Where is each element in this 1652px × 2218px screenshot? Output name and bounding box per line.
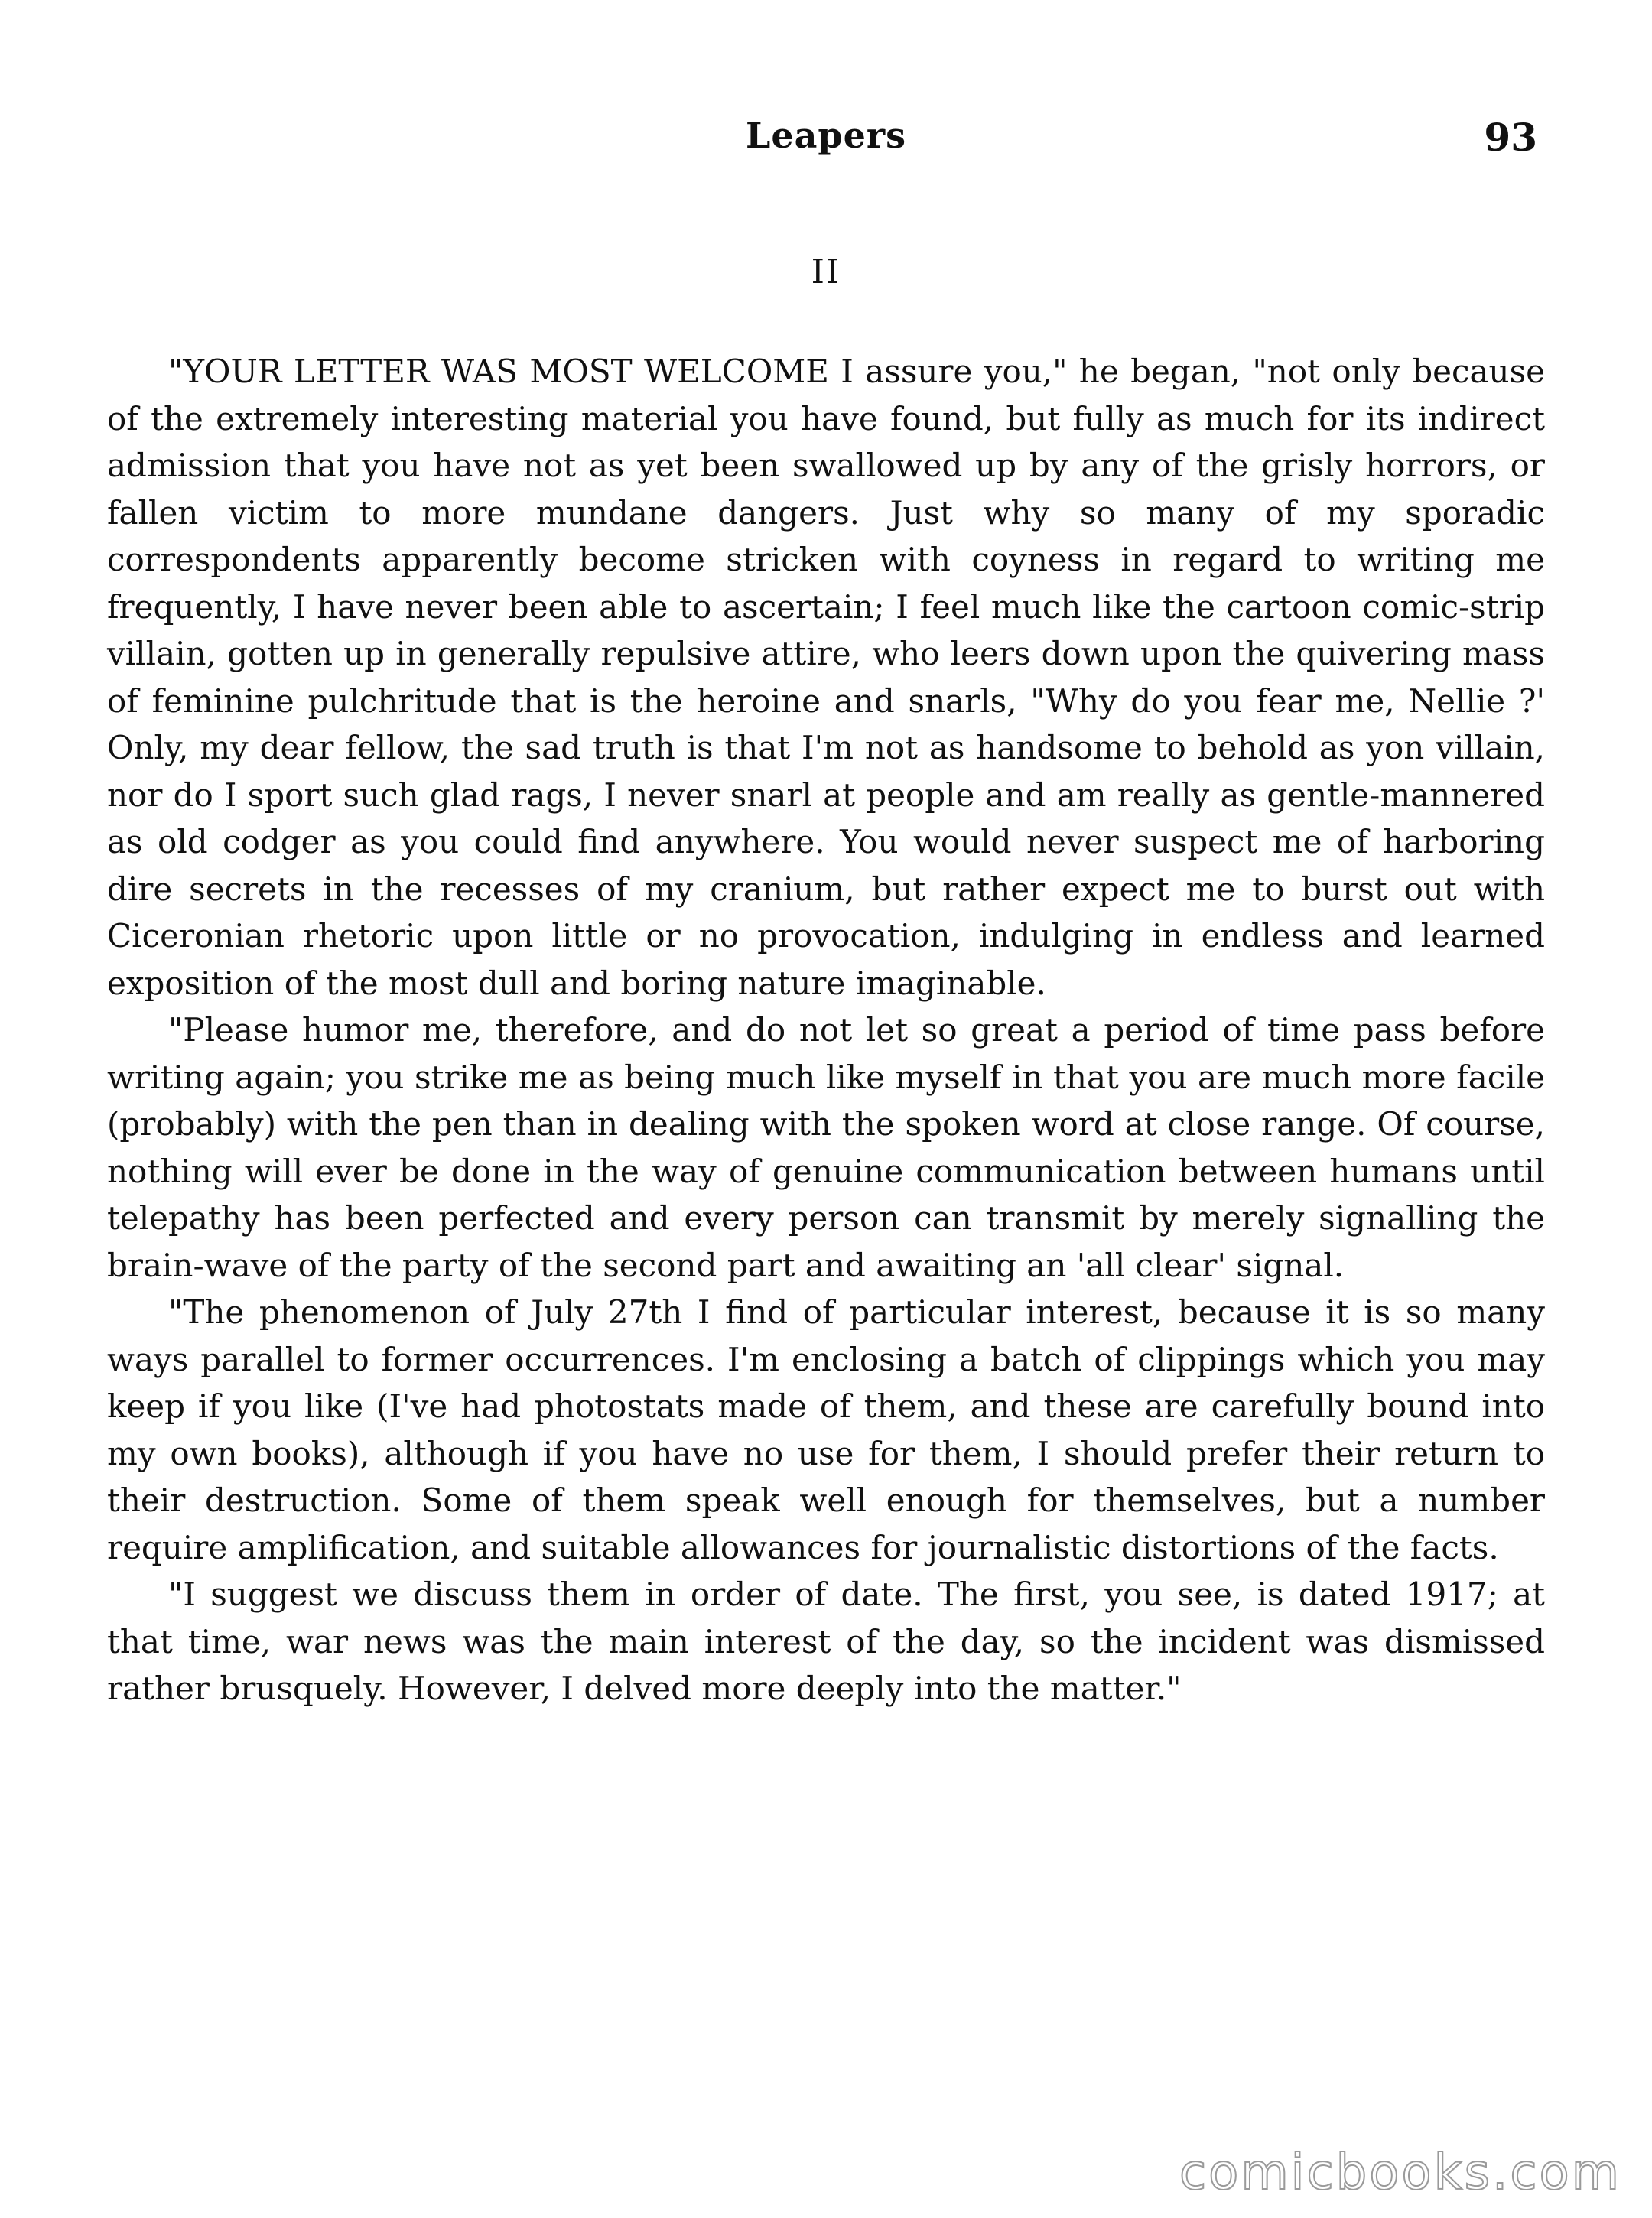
paragraph: "YOUR LETTER WAS MOST WELCOME I assure you," he began, "not only because of the extremely interesting material you have found, but fully as much for its indirect admission that you have not as yet been swallowed up by any of the grisly horrors, or fallen victim to more mundane dangers. Just why so many of my sporadic correspondents apparently become stricken with coyness in regard to writing me frequently, I have never been able to ascertain; I feel much like the cartoon comic-strip villain, gotten up in generally repulsive attire, who leers down upon the quivering mass of feminine pulchritude that is the heroine and snarls, "Why do you fear me, Nellie ?' Only, my dear fellow, the sad truth is that I'm not as handsome to behold as yon villain, nor do I sport such glad rags, I never snarl at people and am really as gentle-mannered as old codger as you could find anywhere. You would never suspect me of harboring dire secrets in the recesses of my cranium, but rather expect me to burst out with Ciceronian rhetoric upon little or no provocation, indulging in endless and learned exposition of the most dull and boring nature imaginable. xyxy=(107,353,1545,1002)
running-title: Leapers xyxy=(746,115,906,156)
watermark: comicbooks.com xyxy=(1179,2145,1621,2201)
paragraph: "Please humor me, therefore, and do not let so great a period of time pass before writing again; you strike me as being much like myself in that you are much more facile (probably) with the pen than in dealing with the spoken word at close range. Of course, nothing will ever be done in the way of genuine communication between humans until telepathy has been perfected and every person can transmit by merely signalling the brain-wave of the party of the second part and awaiting an 'all clear' signal. xyxy=(107,1011,1545,1284)
paragraph: "I suggest we discuss them in order of date. The first, you see, is dated 1917; at that time, war news was the main interest of the day, so the incident was dismissed rather brusquely. However, I delved more deeply into the matter." xyxy=(107,1576,1545,1707)
page-number: 93 xyxy=(1484,115,1537,160)
paragraph: "The phenomenon of July 27th I find of particular interest, because it is so many ways parallel to former occurrences. I'm enclosing a batch of clippings which you may keep if you like (I've had photostats made of them, and these are carefully bound into my own books), although if you have no use for them, I should prefer their return to their destruction. Some of them speak well enough for themselves, but a number require amplification, and suitable allowances for journalistic distortions of the facts. xyxy=(107,1293,1545,1566)
body-text xyxy=(107,348,1545,1712)
running-head xyxy=(0,115,1652,168)
section-number: II xyxy=(811,252,841,291)
